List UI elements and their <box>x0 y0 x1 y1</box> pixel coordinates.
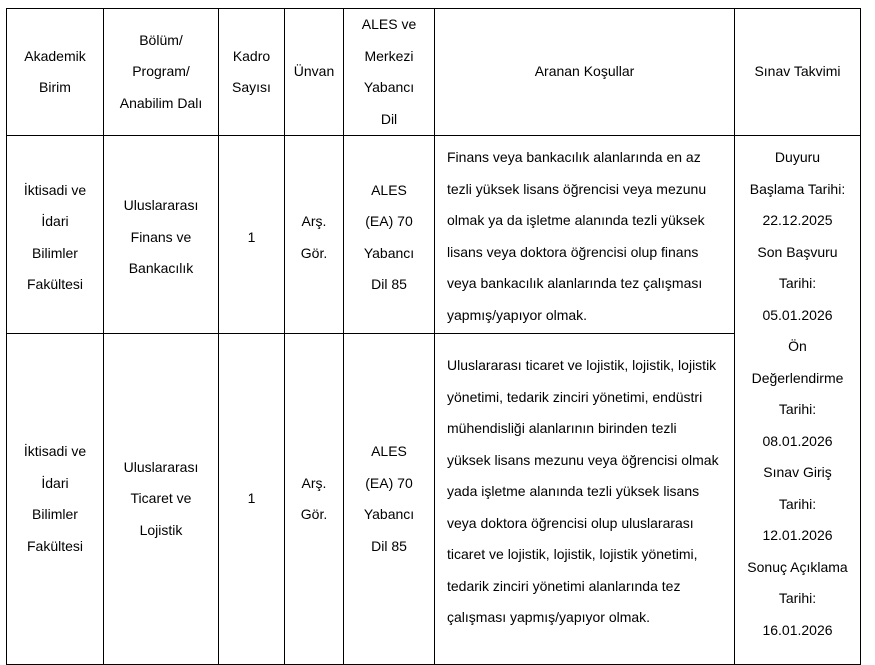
table-row <box>7 136 861 334</box>
header-unvan: Ünvan <box>285 9 344 136</box>
cell-unvan: Arş. Gör. <box>285 136 344 334</box>
header-kadro: Kadro Sayısı <box>219 9 285 136</box>
table-row <box>7 334 861 665</box>
header-bolum: Bölüm/ Program/ Anabilim Dalı <box>104 9 219 136</box>
positions-table <box>6 8 861 665</box>
cell-kadro: 1 <box>219 136 285 334</box>
header-akademik-birim: Akademik Birim <box>7 9 104 136</box>
cell-birim: İktisadi ve İdari Bilimler Fakültesi <box>7 136 104 334</box>
header-kosullar: Aranan Koşullar <box>435 9 735 136</box>
cell-ales: ALES (EA) 70 Yabancı Dil 85 <box>344 136 435 334</box>
cell-kadro: 1 <box>219 334 285 665</box>
cell-birim: İktisadi ve İdari Bilimler Fakültesi <box>7 334 104 665</box>
cell-kosullar: Finans veya bankacılık alanlarında en az tezli yüksek lisans öğrencisi veya mezunu olmak ya da işletme alanında tezli yüksek lisans veya doktora öğrencisi olup finans veya bankacılık alanlarında tez çalışması yapmış/yapıyor olmak. <box>435 136 735 334</box>
cell-bolum: Uluslararası Ticaret ve Lojistik <box>104 334 219 665</box>
cell-kosullar: Uluslararası ticaret ve lojistik, lojistik, lojistik yönetimi, tedarik zinciri yönetimi, endüstri mühendisliği alanlarının birinden tezli yüksek lisans mezunu veya öğrencisi olmak yada işletme alanında tezli yüksek lisans veya doktora öğrencisi olup uluslararası ticaret ve lojistik, lojistik, lojistik yönetimi, tedarik zinciri yönetimi alanlarında tez çalışması yapmış/yapıyor olmak. <box>435 334 735 665</box>
header-takvim: Sınav Takvimi <box>735 9 861 136</box>
header-ales: ALES ve Merkezi Yabancı Dil <box>344 9 435 136</box>
cell-unvan: Arş. Gör. <box>285 334 344 665</box>
cell-sinav-takvimi: Duyuru Başlama Tarihi: 22.12.2025 Son Başvuru Tarihi: 05.01.2026 Ön Değerlendirme Tarihi: 08.01.2026 Sınav Giriş Tarihi: 12.01.2026 Sonuç Açıklama Tarihi: 16.01.2026 <box>735 136 861 665</box>
cell-ales: ALES (EA) 70 Yabancı Dil 85 <box>344 334 435 665</box>
cell-bolum: Uluslararası Finans ve Bankacılık <box>104 136 219 334</box>
header-row <box>7 9 861 136</box>
